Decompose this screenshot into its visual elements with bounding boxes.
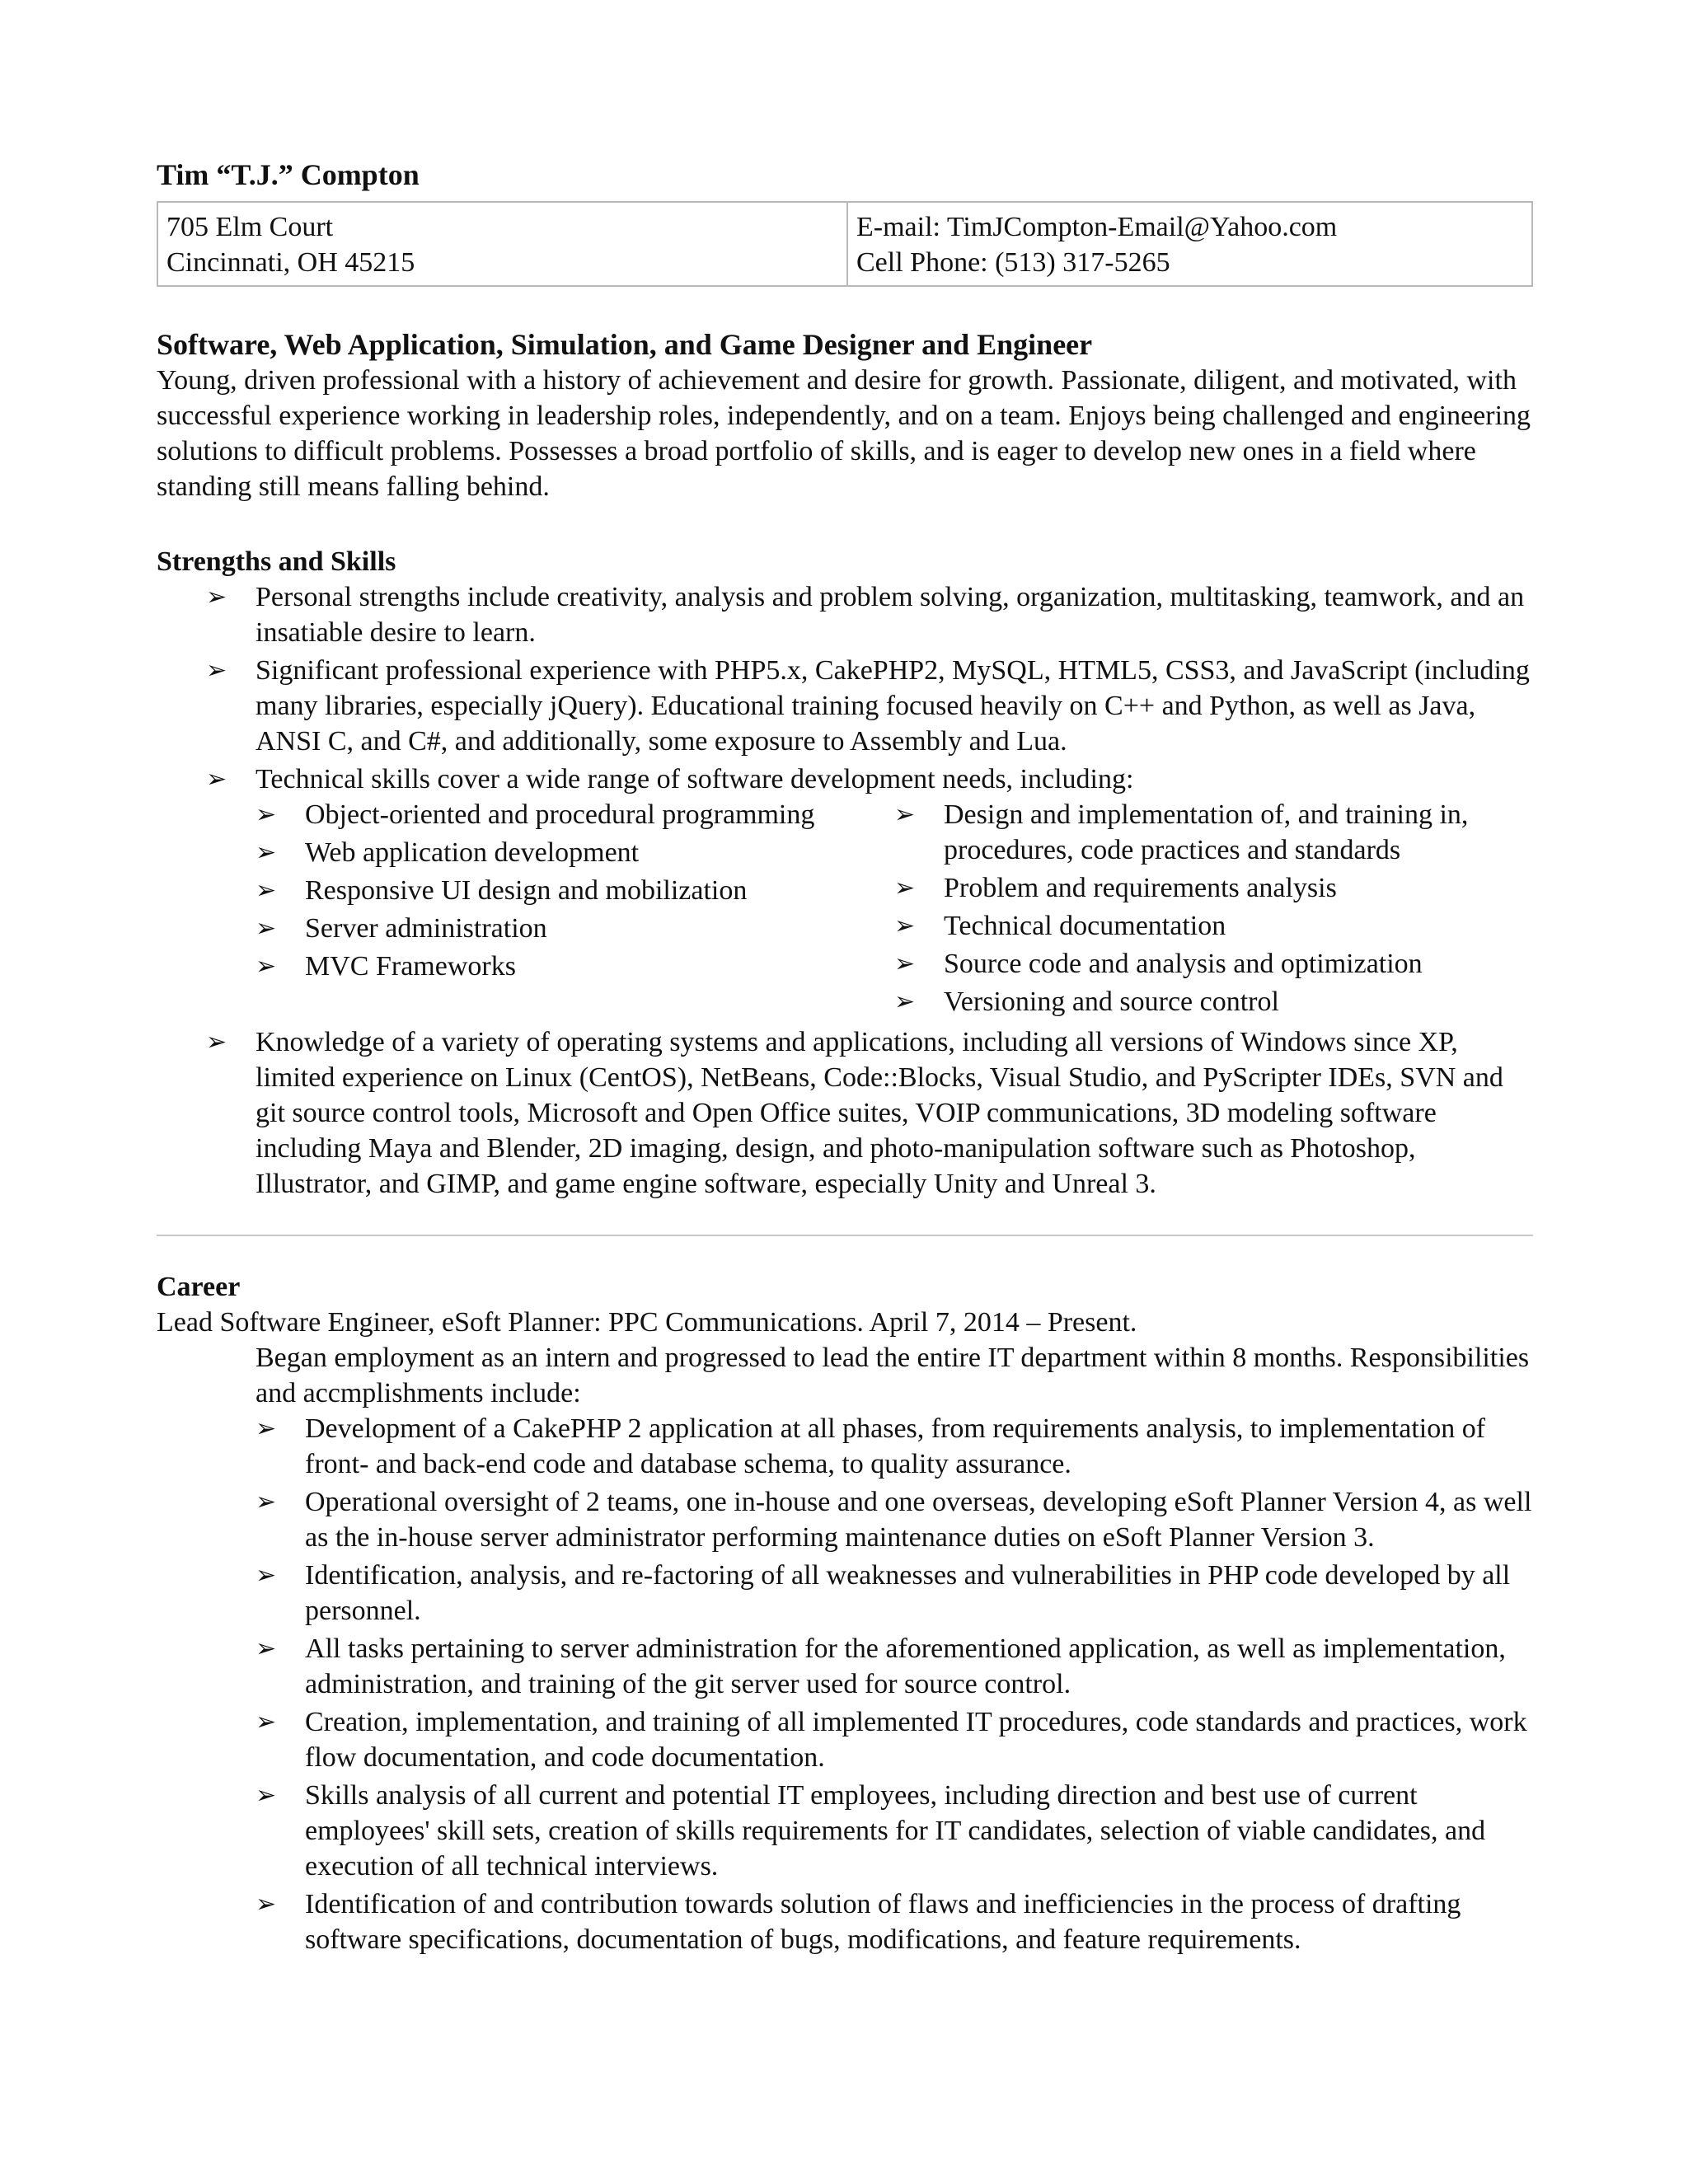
list-item bbox=[894, 984, 1533, 1019]
list-item bbox=[157, 1631, 1533, 1702]
list-item bbox=[157, 1484, 1533, 1555]
resume-page bbox=[157, 157, 1533, 1960]
skill-text: Personal strengths include creativity, analysis and problem solving, organization, multitasking, teamwork, and an insatiable desire to learn. bbox=[256, 582, 1525, 648]
arrow-bullet-icon: ➢ bbox=[256, 1781, 277, 1810]
list-item bbox=[157, 1411, 1533, 1482]
arrow-bullet-icon: ➢ bbox=[894, 800, 916, 829]
arrow-bullet-icon: ➢ bbox=[256, 1561, 277, 1590]
list-item bbox=[894, 908, 1533, 944]
arrow-bullet-icon: ➢ bbox=[256, 914, 277, 943]
summary-title: Software, Web Application, Simulation, and Game Designer and Engineer bbox=[157, 328, 1093, 361]
job-intro: Began employment as an intern and progressed to lead the entire IT department within 8 months. Responsibilities and accmplishments include: bbox=[256, 1343, 1530, 1408]
technical-skill: Versioning and source control bbox=[944, 987, 1279, 1017]
arrow-bullet-icon: ➢ bbox=[256, 838, 277, 867]
career-title: Career bbox=[157, 1272, 241, 1302]
technical-skill: MVC Frameworks bbox=[305, 951, 516, 982]
list-item bbox=[894, 870, 1533, 906]
address-line-1: 705 Elm Court bbox=[166, 212, 334, 242]
list-item bbox=[256, 835, 894, 870]
career-list bbox=[157, 1411, 1533, 1957]
summary-text: Young, driven professional with a history of achievement and desire for growth. Passionate, diligent, and motivated, with successful experience working in leadership roles, independently, and on a team. Enjoys being challenged and engineering solutions to difficult problems. Possesses a broad portfolio of skills, and is eager to develop new ones in a field where standing still means falling behind. bbox=[157, 365, 1531, 502]
list-item bbox=[157, 762, 1533, 1022]
career-item-text: All tasks pertaining to server administration for the aforementioned application, as well as implementation, administration, and training of the git server used for source control. bbox=[305, 1633, 1506, 1699]
career-section bbox=[157, 1269, 1533, 1957]
arrow-bullet-icon: ➢ bbox=[894, 987, 916, 1016]
career-item-text: Operational oversight of 2 teams, one in-house and one overseas, developing eSoft Planner Version 4, as well as the in-house server administrator performing maintenance duties on eSoft Planner Version 3. bbox=[305, 1487, 1532, 1553]
skill-text: Significant professional experience with PHP5.x, CakePHP2, MySQL, HTML5, CSS3, and JavaScript (including many libraries, especially jQuery). Educational training focused heavily on C++ and Python, as well as Java, ANSI C, and C#, and additionally, some exposure to Assembly and Lua. bbox=[256, 655, 1530, 757]
job-title: Lead Software Engineer, eSoft Planner: PPC Communications. April 7, 2014 – Present. bbox=[157, 1307, 1137, 1338]
arrow-bullet-icon: ➢ bbox=[894, 874, 916, 902]
arrow-bullet-icon: ➢ bbox=[256, 1414, 277, 1443]
list-item bbox=[157, 1024, 1533, 1202]
skills-section bbox=[157, 544, 1533, 1202]
list-item bbox=[256, 949, 894, 984]
arrow-bullet-icon: ➢ bbox=[894, 949, 916, 978]
technical-skills-right bbox=[894, 797, 1533, 1022]
career-item-text: Identification of and contribution towards solution of flaws and inefficiencies in the process of drafting software specifications, documentation of bugs, modifications, and feature requirements. bbox=[305, 1889, 1461, 1955]
arrow-bullet-icon: ➢ bbox=[256, 876, 277, 905]
arrow-bullet-icon: ➢ bbox=[256, 1634, 277, 1663]
arrow-bullet-icon: ➢ bbox=[206, 765, 227, 794]
technical-skill: Server administration bbox=[305, 913, 547, 944]
skill-text: Technical skills cover a wide range of software development needs, including: bbox=[256, 764, 1134, 794]
address-line-2: Cincinnati, OH 45215 bbox=[166, 247, 415, 278]
arrow-bullet-icon: ➢ bbox=[206, 1028, 227, 1057]
technical-skill: Source code and analysis and optimization bbox=[944, 949, 1423, 979]
technical-list-left bbox=[256, 797, 894, 984]
arrow-bullet-icon: ➢ bbox=[256, 1488, 277, 1516]
technical-list-right bbox=[894, 797, 1533, 1019]
email-text: E-mail: TimJCompton-Email@Yahoo.com bbox=[856, 212, 1338, 242]
arrow-bullet-icon: ➢ bbox=[894, 912, 916, 940]
contact-cell bbox=[847, 202, 1532, 286]
list-item bbox=[157, 1778, 1533, 1884]
arrow-bullet-icon: ➢ bbox=[256, 800, 277, 829]
technical-skill: Design and implementation of, and training in, procedures, code practices and standards bbox=[944, 799, 1469, 865]
list-item bbox=[256, 911, 894, 946]
list-item bbox=[894, 797, 1533, 868]
summary-section bbox=[157, 326, 1533, 504]
arrow-bullet-icon: ➢ bbox=[256, 1890, 277, 1919]
section-divider bbox=[157, 1235, 1533, 1236]
technical-skills-left bbox=[256, 797, 894, 1022]
address-cell bbox=[157, 202, 847, 286]
phone-text: Cell Phone: (513) 317-5265 bbox=[856, 247, 1170, 278]
career-item-text: Identification, analysis, and re-factoring of all weaknesses and vulnerabilities in PHP code developed by all personnel. bbox=[305, 1560, 1511, 1626]
skills-title: Strengths and Skills bbox=[157, 546, 396, 577]
career-item-text: Skills analysis of all current and potential IT employees, including direction and best use of current employees' skill sets, creation of skills requirements for IT candidates, selection of viable candidates, and execution of all technical interviews. bbox=[305, 1780, 1486, 1882]
technical-skill: Web application development bbox=[305, 837, 640, 868]
list-item bbox=[157, 1704, 1533, 1775]
list-item bbox=[256, 873, 894, 908]
candidate-name: Tim “T.J.” Compton bbox=[157, 158, 420, 191]
list-item bbox=[894, 946, 1533, 982]
skills-list bbox=[157, 579, 1533, 1202]
arrow-bullet-icon: ➢ bbox=[206, 656, 227, 685]
list-item bbox=[157, 1558, 1533, 1629]
technical-skill: Responsive UI design and mobilization bbox=[305, 875, 748, 906]
list-item bbox=[157, 579, 1533, 650]
technical-skill: Object-oriented and procedural programming bbox=[305, 799, 815, 830]
technical-skill: Problem and requirements analysis bbox=[944, 873, 1337, 903]
contact-table bbox=[157, 201, 1533, 287]
list-item bbox=[157, 1886, 1533, 1957]
list-item bbox=[157, 653, 1533, 759]
arrow-bullet-icon: ➢ bbox=[256, 1708, 277, 1736]
technical-skill: Technical documentation bbox=[944, 911, 1226, 941]
career-item-text: Development of a CakePHP 2 application at all phases, from requirements analysis, to implementation of front- and back-end code and database schema, to quality assurance. bbox=[305, 1413, 1486, 1479]
list-item bbox=[256, 797, 894, 832]
career-item-text: Creation, implementation, and training of all implemented IT procedures, code standards and practices, work flow documentation, and code documentation. bbox=[305, 1707, 1527, 1773]
knowledge-text: Knowledge of a variety of operating systems and applications, including all versions of Windows since XP, limited experience on Linux (CentOS), NetBeans, Code::Blocks, Visual Studio, and PyScripter IDEs, SVN and git source control tools, Microsoft and Open Office suites, VOIP communications, 3D modeling software including Maya and Blender, 2D imaging, design, and photo-manipulation software such as Photoshop, Illustrator, and GIMP, and game engine software, especially Unity and Unreal 3. bbox=[256, 1027, 1503, 1199]
arrow-bullet-icon: ➢ bbox=[206, 583, 227, 612]
arrow-bullet-icon: ➢ bbox=[256, 952, 277, 981]
technical-skills-grid bbox=[206, 797, 1533, 1022]
